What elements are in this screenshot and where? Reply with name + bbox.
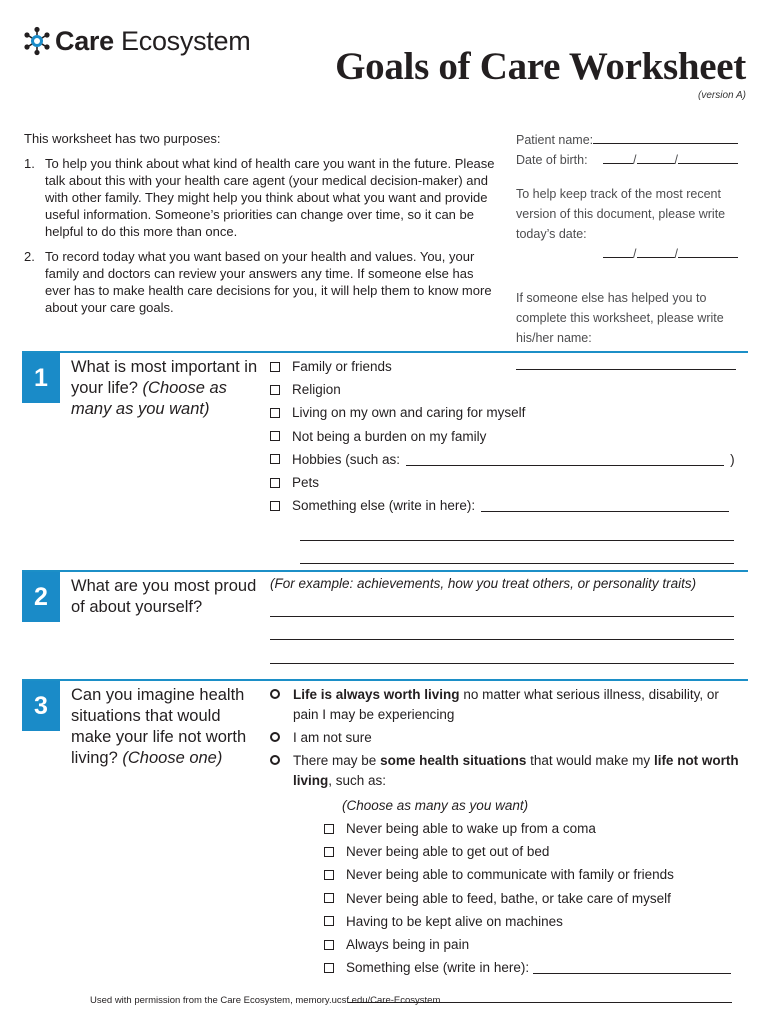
checkbox-option[interactable] [270,494,748,517]
checkbox-option[interactable] [324,863,748,886]
patient-name-label: Patient name: [516,133,594,147]
care-ecosystem-logo [22,24,250,58]
checkbox[interactable] [324,916,334,926]
question-hint: (Choose as many as you want) [71,379,227,418]
checkbox[interactable] [270,385,280,395]
option-label: Having to be kept alive on machines [346,913,563,929]
checkbox-option[interactable] [270,425,748,448]
question-hint: (Choose one) [122,749,223,767]
checkbox[interactable] [324,940,334,950]
checkbox[interactable] [270,362,280,372]
footer-credit: Used with permission from the Care Ecosystem, memory.ucsf.edu/Care-Ecosystem. [90,995,444,1006]
option-label: Never being able to wake up from a coma [346,821,596,836]
something-else-field[interactable] [533,961,731,974]
section-2-answer [270,574,734,664]
checkbox-option[interactable] [324,817,748,840]
something-else-field[interactable] [481,499,729,512]
logo-word-ecosystem: Ecosystem [121,25,251,56]
checkbox[interactable] [324,824,334,834]
section-number: 1 [22,353,60,403]
option-label: I am not sure [293,730,372,745]
purpose-text: To help you think about what kind of health care you want in the future. Please talk about this with your health care agent (your medical decision-maker) and with other family. They might help you think about what you want and provide useful information. Someone’s priorities can change over time, so it can be helpful to do this more than once. [45,156,495,239]
dob-label: Date of birth: [516,153,588,167]
intro-lead: This worksheet has two purposes: [24,131,221,146]
answer-line[interactable] [270,617,734,640]
option-bold: life not worth living [293,753,739,788]
option-label: Something else (write in here): [346,960,530,976]
checkbox[interactable] [270,431,280,441]
checkbox[interactable] [324,870,334,880]
track-text: To help keep track of the most recent version of this document, please write today’s date: [516,187,726,241]
checkbox[interactable] [324,963,334,973]
option-label [293,751,748,791]
hobbies-field[interactable] [406,453,724,466]
section-question [71,357,261,420]
section-2 [22,570,748,675]
option-label: Always being in pain [346,937,470,953]
checkbox-option[interactable] [270,401,748,424]
option-label: Family or friends [292,359,392,374]
checkbox-option[interactable] [270,448,748,471]
today-date-field[interactable] [516,244,738,264]
date-separator: / [633,153,637,167]
checkbox-option[interactable] [270,471,748,494]
answer-line[interactable] [270,640,734,663]
checkbox[interactable] [270,454,280,464]
radio-option[interactable] [270,685,748,725]
helper-text: If someone else has helped you to complete this worksheet, please write his/her name: [516,291,724,345]
radio-option[interactable] [270,728,748,748]
patient-name-row [516,130,738,150]
option-label: Something else (write in here): [292,498,476,514]
purpose-item [24,248,500,316]
purposes-list [24,155,500,316]
purpose-item [24,155,500,240]
option-part: , such as: [328,773,387,788]
section-1 [22,351,748,566]
paren-close: ) [730,451,735,467]
purpose-number: 2. [24,249,35,264]
section-number: 3 [22,681,60,731]
checkbox-option[interactable] [324,887,748,910]
option-part: that would make my [530,753,651,768]
patient-info-box [516,130,738,370]
version-label: (version A) [698,90,746,101]
option-label: Never being able to feed, bathe, or take care of myself [346,890,671,906]
intro-text [24,130,500,324]
question-text: Can you imagine health situations that would make your life not worth living? [71,686,247,767]
option-label: Religion [292,382,341,398]
option-label: Never being able to communicate with family or friends [346,867,674,883]
checkbox[interactable] [270,408,280,418]
radio-button[interactable] [270,755,280,765]
checkbox-option[interactable] [324,933,748,956]
sub-hint: (Choose as many as you want) [342,798,529,813]
checkbox[interactable] [270,501,280,511]
question-text: What is most important in your life? [71,358,258,397]
ecosystem-logo-icon [22,26,52,56]
section-question: What are you most proud of about yourself? [71,577,257,616]
option-label: Never being able to get out of bed [346,844,550,860]
option-label: Living on my own and caring for myself [292,405,526,421]
sub-options [324,817,748,1003]
option-label: Not being a burden on my family [292,428,487,444]
section-3-options [270,685,748,1003]
option-label: Hobbies (such as: [292,451,401,467]
checkbox-option[interactable] [324,840,748,863]
checkbox[interactable] [324,893,334,903]
option-bold: Life is always worth living [293,687,460,702]
date-separator: / [633,247,637,261]
worksheet-title: Goals of Care Worksheet [335,45,746,88]
dob-row [516,150,738,170]
write-in-line[interactable] [300,541,734,564]
section-1-options [270,355,748,564]
write-in-line[interactable] [300,517,734,540]
checkbox[interactable] [324,847,334,857]
example-hint: (For example: achievements, how you treat others, or personality traits) [270,576,697,591]
date-separator: / [674,247,678,261]
section-question [71,685,261,769]
radio-button[interactable] [270,689,280,699]
dob-field[interactable] [603,150,738,170]
option-part: There may be [293,753,377,768]
checkbox-option[interactable] [324,910,748,933]
section-3 [22,679,748,989]
option-label [293,685,748,725]
option-label: Pets [292,475,320,491]
date-separator: / [674,153,678,167]
purpose-number: 1. [24,156,35,171]
option-rest: no matter what serious illness, disability, or pain I may be experiencing [293,687,719,722]
section-number: 2 [22,572,60,622]
patient-name-field[interactable] [593,130,738,144]
radio-button[interactable] [270,732,280,742]
checkbox-option[interactable] [270,378,748,401]
radio-option[interactable] [270,751,748,791]
checkbox-option[interactable] [270,355,748,378]
logo-word-care: Care [55,25,114,56]
checkbox[interactable] [270,478,280,488]
checkbox-option[interactable] [324,956,748,979]
option-bold: some health situations [380,753,527,768]
purpose-text: To record today what you want based on your health and values. You, your family and doctors can review your answers any time. If someone else has ever has to make health care decisions for you, it will help them to know more about your care goals. [45,249,492,315]
answer-line[interactable] [270,594,734,617]
